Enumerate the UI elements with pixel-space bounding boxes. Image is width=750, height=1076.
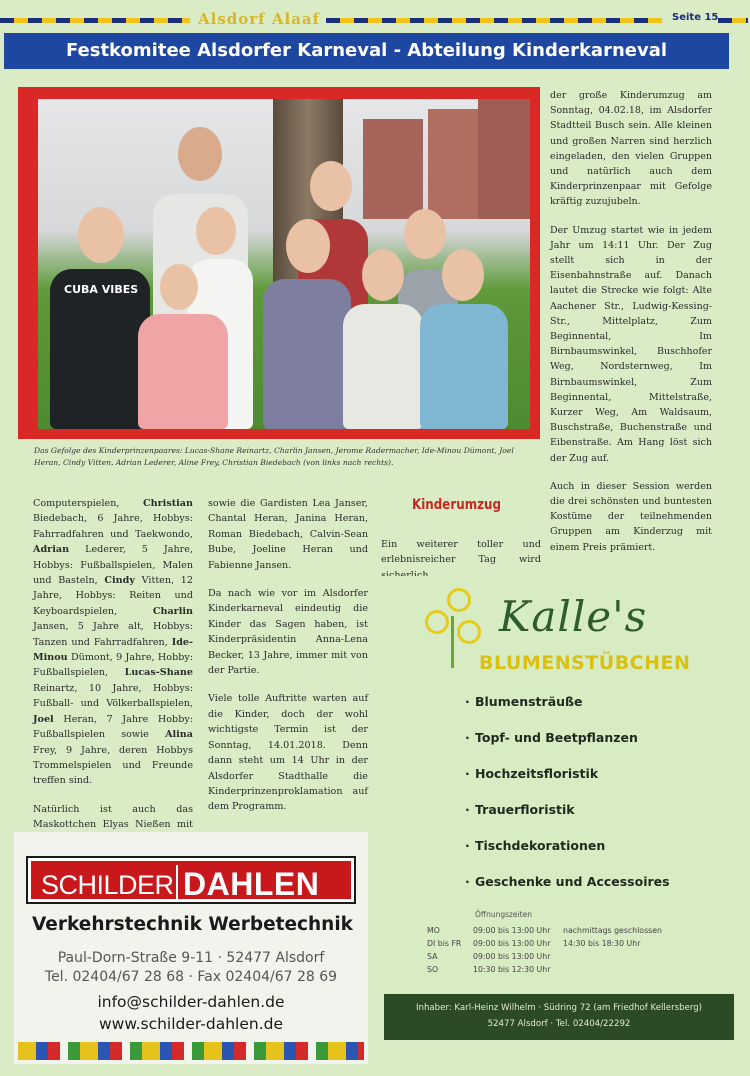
photo-house	[363, 119, 423, 219]
masthead-stripe-right	[326, 18, 662, 23]
kalle-subtitle: BLUMENSTÜBCHEN	[479, 652, 691, 674]
flower-icon	[425, 610, 449, 634]
text: Jansen, 5 Jahre alt, Hobbys: Tanzen und Fahrradfahren,	[33, 621, 193, 648]
kalle-title: Kalle's	[499, 592, 648, 641]
hours-day: MO	[427, 926, 440, 935]
flower-icon	[447, 588, 471, 612]
flower-stem	[451, 616, 454, 668]
photo-child	[50, 269, 150, 429]
text: Frey, 9 Jahre, deren Hobbys Trommelspielen und Freunde treffen sind.	[33, 744, 193, 787]
text: Vitten, 12 Jahre, Hobbys: Reiten und Keyboardspielen,	[33, 575, 193, 617]
photo-child-head	[78, 207, 124, 263]
hours-extra: nachmittags geschlossen	[563, 926, 662, 935]
photo-shirt-text: CUBA VIBES	[64, 283, 139, 296]
logo-divider	[176, 865, 178, 899]
list-item: · Hochzeitsfloristik	[465, 766, 599, 781]
child-name: Ide-Minou	[33, 636, 193, 664]
page-number: Seite 15	[672, 12, 719, 23]
child-name: Cindy	[104, 575, 135, 587]
list-item: · Blumensträuße	[465, 694, 583, 709]
service-label: Trauerfloristik	[475, 802, 575, 817]
schilder-dahlen-logo	[26, 856, 356, 904]
hours-day: SA	[427, 952, 438, 961]
masthead-title: Alsdorf Alaaf	[198, 10, 321, 28]
list-item: · Trauerfloristik	[465, 802, 575, 817]
hours-day: DI bis FR	[427, 939, 462, 948]
advertisement-kalles	[381, 576, 740, 1042]
photo-caption: Das Gefolge des Kinderprinzenpaares: Lucas-Shane Reinartz, Charlin Jansen, Jerome Radermacher, Ide-Minou Dümont, Joel Heran, Cindy Vitten, Adrian Lederer, Aline Frey, Christian Biedebach (von links nach rechts).	[34, 446, 514, 467]
schilder-tagline: Verkehrstechnik Werbetechnik	[32, 914, 353, 935]
group-photo	[38, 99, 530, 429]
table-row	[427, 939, 662, 952]
logo-name-part1: SCHILDER	[41, 870, 174, 900]
list-item: · Tischdekorationen	[465, 838, 606, 853]
table-row	[427, 965, 662, 978]
article-paragraph: Der Umzug startet wie in jedem Jahr um 14:11 Uhr. Der Zug stellt sich in der Eisenbahnstraße auf. Danach lautet die Strecke wie folgt: Alte Aachener Str., Ludwig-Kessing-Str., Mittelplatz, Zum Beginnental, Im Birnbaumswinkel, Buschhofer Weg, Nordsternweg, Im Birnbaumswinkel, Zum Beginnental, Mittelstraße, Kurzer Weg, Am Waldsaum, Buschstraße, Buchenstraße und Eibenstraße. Am Hang löst sich der Zug auf.	[550, 224, 712, 464]
flower-icon	[457, 620, 481, 644]
article-paragraph: Ein weiterer toller und erlebnisreicher Tag wird	[381, 539, 541, 566]
photo-child-head	[196, 207, 236, 255]
page-title: Festkomitee Alsdorfer Karneval - Abteilung Kinderkarneval	[4, 33, 729, 69]
article-paragraph: Viele tolle Auftritte warten auf die Kinder, doch der wohl wichtigste Termin ist der Sonntag, 14.01.2018. Denn dann steht um 14 Uhr in der Alsdorfer Stadthalle die Kinderprinzenproklamation auf dem Programm.	[208, 693, 368, 813]
photo-child	[263, 279, 351, 429]
article-paragraph: Natürlich ist auch das Maskottchen Elyas Nießen mit	[33, 803, 193, 831]
service-label: Blumensträuße	[475, 694, 583, 709]
photo-child	[343, 304, 423, 429]
kalle-footer	[384, 994, 734, 1040]
service-label: Tischdekorationen	[475, 838, 606, 853]
child-name: Alina	[165, 729, 193, 741]
article-paragraph: sowie die Gardisten Lea Janser, Chantal Heran, Janina Heran, Roman Biedebach, Calvin-Sean Bube, Joeline Heran und Fabienne Jansen.	[208, 498, 368, 571]
photo-child	[420, 304, 508, 429]
decorative-sign-strip	[18, 1042, 364, 1060]
table-row	[427, 952, 662, 965]
kalle-owner-address: Inhaber: Karl-Heinz Wilhelm · Südring 72 (am Friedhof Kellersberg)	[415, 1003, 703, 1013]
masthead-bar	[0, 8, 750, 30]
article-paragraph: Da nach wie vor im Alsdorfer Kinderkarneval eindeutig die Kinder das Sagen haben, ist Kinderpräsidentin Anna-Lena Becker, 13 Jahre, immer mit von der Partie.	[208, 588, 368, 677]
advertisement-schilder-dahlen	[14, 832, 368, 1064]
service-label: Topf- und Beetpflanzen	[475, 730, 638, 745]
logo-background	[31, 861, 351, 902]
schilder-phone: Tel. 02404/67 28 68 · Fax 02404/67 28 69	[44, 969, 338, 985]
hours-time: 09:00 bis 13:00 Uhr	[473, 939, 551, 948]
opening-hours-table	[427, 926, 662, 978]
article-paragraph: Auch in dieser Session werden die drei schönsten und buntesten Kostüme der teilnehmenden Gruppen am Kinderzug mit einem Preis prämiert.	[550, 480, 712, 553]
list-item: · Topf- und Beetpflanzen	[465, 730, 638, 745]
schilder-address: Paul-Dorn-Straße 9-11 · 52477 Alsdorf	[57, 950, 325, 966]
text: Computerspielen,	[33, 498, 144, 509]
photo-child-head	[286, 219, 330, 273]
photo-child-head	[160, 264, 198, 310]
article-column-1	[33, 496, 193, 861]
article-column-right	[550, 88, 712, 568]
hours-time: 09:00 bis 13:00 Uhr	[473, 952, 551, 961]
child-name: Christian	[143, 498, 193, 509]
photo-child-head	[404, 209, 446, 259]
schilder-email: info@schilder-dahlen.de	[97, 993, 285, 1011]
table-row	[427, 926, 662, 939]
masthead-stripe-end	[718, 18, 748, 23]
child-name: Joel	[33, 713, 54, 725]
article-paragraph	[33, 496, 193, 789]
list-item: · Geschenke und Accessoires	[465, 874, 670, 889]
kalle-phone: 52477 Alsdorf · Tel. 02404/22292	[487, 1019, 631, 1029]
schilder-website: www.schilder-dahlen.de	[98, 1015, 284, 1033]
opening-hours-title: Öffnungszeiten	[475, 910, 532, 919]
photo-child-head	[362, 249, 404, 301]
photo-child-head	[178, 127, 222, 181]
text: Dümont, 9 Jahre, Hobby: Fußballspielen,	[33, 652, 193, 679]
photo-child-head	[310, 161, 352, 211]
service-label: Geschenke und Accessoires	[475, 874, 670, 889]
hours-time: 09:00 bis 13:00 Uhr	[473, 926, 551, 935]
photo-child	[138, 314, 228, 429]
child-name: Charlin	[152, 605, 193, 617]
group-photo-frame	[18, 87, 540, 439]
photo-house	[478, 99, 530, 219]
text: Biedebach, 6 Jahre, Hobbys: Fahrradfahren und Taekwondo,	[33, 513, 193, 540]
section-heading: Kinderumzug	[412, 497, 502, 513]
article-column-2	[208, 496, 368, 828]
hours-time: 10:30 bis 12:30 Uhr	[473, 965, 551, 974]
service-label: Hochzeitsfloristik	[475, 766, 599, 781]
article-paragraph: der große Kinderumzug am Sonntag, 04.02.18, im Alsdorfer Stadtteil Busch sein. Alle kleinen und großen Narren sind herzlich eingeladen, den vielen Gruppen und natürlich auch dem Kinderprinzenpaar mit Gefolge kräftig zuzujubeln.	[550, 90, 712, 208]
hours-day: SO	[427, 965, 439, 974]
masthead-stripe-left	[0, 18, 190, 23]
text: Lederer, 5 Jahre, Hobbys: Fußballspielen, Malen und Basteln,	[33, 544, 193, 587]
child-name: Adrian	[33, 544, 70, 556]
kalle-service-list	[465, 692, 670, 908]
child-name: Lucas-Shane	[124, 667, 193, 679]
text: Reinartz, 10 Jahre, Hobbys: Fußball- und Völkerballspielen,	[33, 682, 193, 710]
hours-extra: 14:30 bis 18:30 Uhr	[563, 939, 641, 948]
text: Heran, 7 Jahre Hobby: Fußballspielen sowie	[33, 713, 193, 741]
photo-child-head	[442, 249, 484, 301]
logo-name-part2: DAHLEN	[183, 866, 320, 902]
